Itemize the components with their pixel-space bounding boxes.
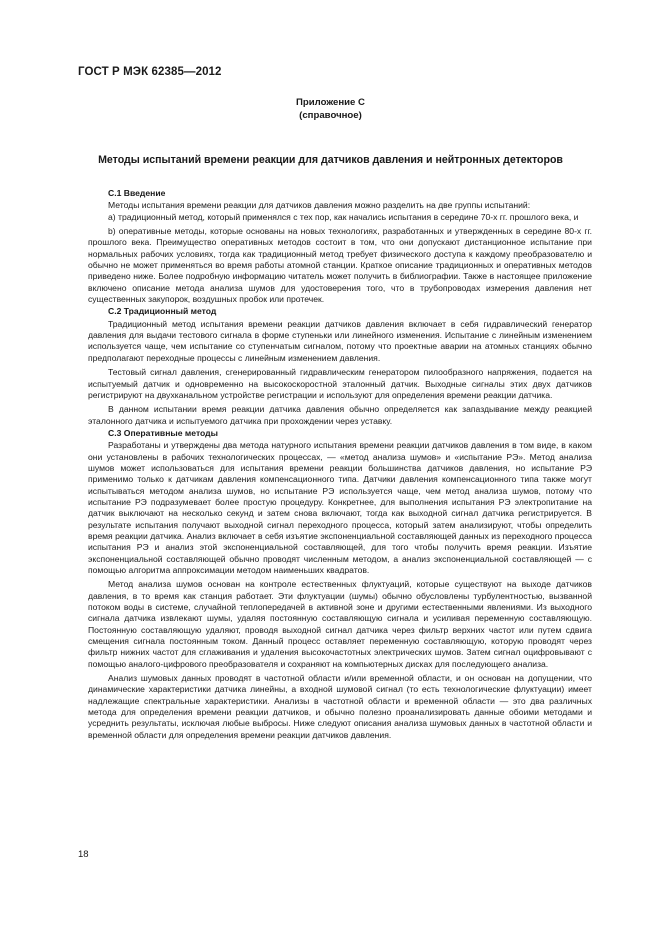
- paragraph: Метод анализа шумов основан на контроле естественных флуктуаций, которые существуют на выходе датчиков давления, в то время как станция работает. Эти флуктуации (шумы) обычно обусловлены турбулентностью, вызванной потоком воды в системе, случайной теплопередачей в активной зоне и другими естественными явлениями. Из выходного сигнала датчика извлекают шумы, удаляя постоянную составляющую сигнала и усиливая переменную составляющую. Постоянную составляющую удаляют, проводя выходной сигнал датчика через фильтр верхних частот или путем сдвига смещения сигнала постоянным током. Данный процесс оставляет переменную составляющую, которую проводят через фильтр нижних частот для сглаживания и удаления высокочастотных электрических шумов. Затем сигнал оцифровывают с помощью аналого-цифрового преобразователя и сохраняют на компьютерных дисках для последующего анализа.: [88, 579, 592, 669]
- paragraph: Традиционный метод испытания времени реакции датчиков давления включает в себя гидравлический генератор давления для выдачи тестового сигнала в форме ступеньки или линейного изменения. Испытание с линейным изменением используется чаще, чем испытание со ступенчатым сигналом, потому что проектные аварии на атомных станциях обычно предполагают переходные процессы с линейным изменением давления.: [88, 318, 592, 363]
- section-heading-c1: С.1 Введение: [108, 188, 166, 198]
- paragraph: Методы испытания времени реакции для датчиков давления можно разделить на две группы испытаний:: [108, 200, 531, 211]
- section-heading-c2: С.2 Традиционный метод: [108, 306, 217, 317]
- page-number: 18: [78, 849, 89, 860]
- annex-title: Приложение С: [296, 97, 365, 108]
- annex-main-title: Методы испытаний времени реакции для датчиков давления и нейтронных детекторов: [98, 154, 563, 166]
- list-item-a: а) традиционный метод, который применялся с тех пор, как начались испытания в середине 70-х гг. прошлого века, и: [108, 211, 579, 222]
- annex-heading: [0, 96, 661, 122]
- paragraph: В данном испытании время реакции датчика давления обычно определяется как запаздывание между реакцией эталонного датчика и испытуемого датчика при прохождении через уставку.: [88, 404, 592, 426]
- standard-designation: ГОСТ Р МЭК 62385—2012: [78, 66, 222, 78]
- paragraph: Анализ шумовых данных проводят в частотной области и/или временной области, и он основан на допущении, что динамические характеристики датчика линейны, а входной шумовой сигнал (то есть технологические флуктуации) имеет надлежащие спектральные характеристики. Анализы в частотной области и временной области — это два различных метода для определения времени реакции датчиков, и обычно полезно проанализировать данные обоими методами и усреднить результаты, исключая любые выбросы. Ниже следуют описания анализа шумовых данных в частотной области и временной области для определения времени реакции датчиков давления.: [88, 673, 592, 740]
- paragraph: Разработаны и утверждены два метода натурного испытания времени реакции датчиков давления в том виде, в каком они установлены в рабочих технологических процессах, — «метод анализа шумов» и «испытание РЭ». Метод анализа шумов может использоваться для испытания времени реакции большинства датчиков давления, но испытание РЭ применимо только к датчикам давления компенсационного типа. Датчики давления компенсационного типа также могут испытываться методом анализа шумов, но испытание РЭ используется чаще, чем метод анализа шумов, потому что испытание РЭ подразумевает более простую процедуру. Конкретнее, для выполнения испытания РЭ электропитание на датчик выключают на несколько секунд и затем снова включают, тогда как выходной сигнал датчика регистрируется. В результате испытания получают выходной сигнал переходного процесса, который затем анализируют, чтобы определить время реакции датчика. Анализ включает в себя изъятие экспоненциальной составляющей данных из переходного процесса испытания РЭ и анализ этой экспоненциальной составляющей, для того чтобы получить время реакции. Изъятие экспоненциальной составляющей обычно проводят численным методом, а анализ экспоненциальной составляющей — с помощью алгоритма аппроксимации методом наименьших квадратов.: [88, 440, 592, 575]
- document-body: [88, 188, 592, 741]
- annex-subtitle: (справочное): [299, 110, 362, 121]
- section-heading-c3: С.3 Оперативные методы: [108, 427, 218, 438]
- paragraph: Тестовый сигнал давления, сгенерированный гидравлическим генератором пилообразного напряжения, подается на испытуемый датчик и одновременно на высокоскоростной эталонный датчик. Выходные сигналы этих двух датчиков регистрируют на двухканальном устройстве регистрации и используют для определения времени реакции датчика.: [88, 367, 592, 400]
- list-item-b: b) оперативные методы, которые основаны на новых технологиях, разработанных и утвержденных в середине 80-х гг. прошлого века. Преимущество оперативных методов состоит в том, что они допускают дистанционное испытание при нормальных рабочих условиях, тогда как традиционный метод требует физического доступа к каждому преобразователю и обычно не может применяться во время работы атомной станции. Краткое описание традиционных и оперативных методов приведено ниже. Более подробную информацию читатель может получить в библиографии. Также в настоящее приложение включено описание метода анализа шумов для удостоверения того, что в трубопроводах измерения давления нет существенных закупорок, воздушных пробок или протечек.: [88, 226, 592, 305]
